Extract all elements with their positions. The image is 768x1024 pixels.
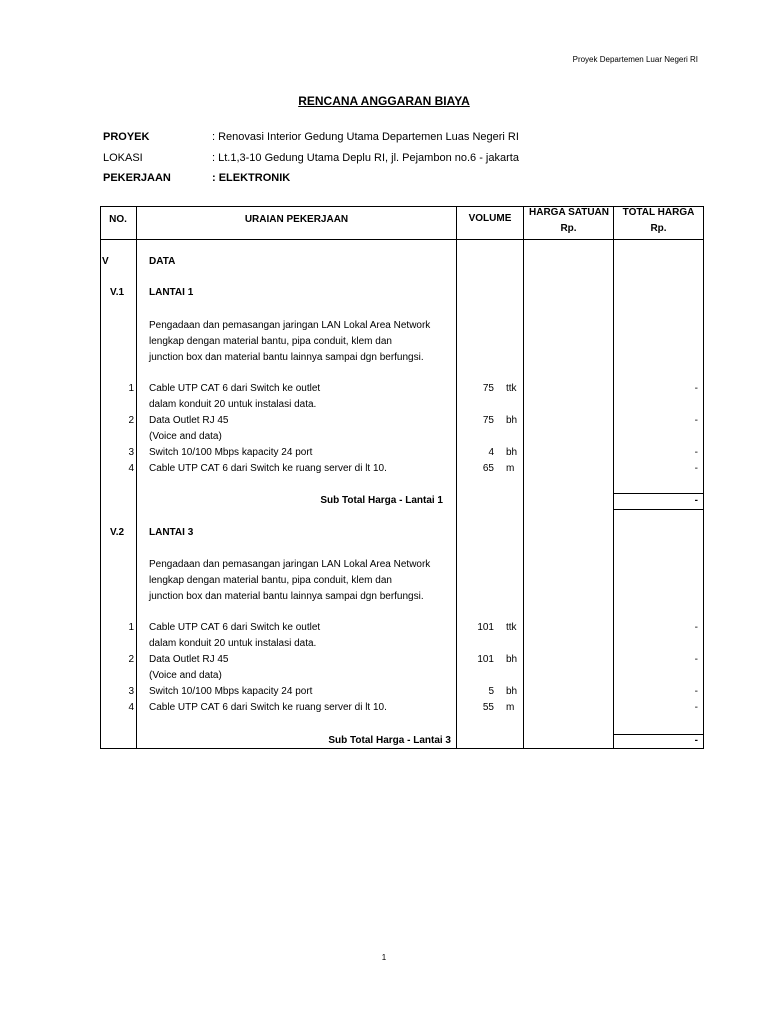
item-unit: bh [506, 654, 518, 665]
subsection-description-line: lengkap dengan material bantu, pipa conduit, klem dan [149, 336, 392, 347]
info-value-proyek: : Renovasi Interior Gedung Utama Departemen Luas Negeri RI [212, 131, 519, 143]
item-unit: m [506, 702, 515, 713]
item-volume: 101 [477, 622, 494, 633]
header-uraian: URAIAN PEKERJAAN [244, 214, 349, 225]
header-project-name: Proyek Departemen Luar Negeri RI [572, 55, 698, 64]
subtotal-value: - [694, 735, 698, 746]
subtotal-label: Sub Total Harga - Lantai 1 [320, 495, 443, 506]
column-divider-no [136, 206, 137, 749]
header-total-harga-unit: Rp. [650, 223, 667, 234]
item-description: Cable UTP CAT 6 dari Switch ke outlet [149, 383, 321, 394]
page-number: 1 [381, 953, 387, 962]
item-volume: 65 [482, 463, 494, 474]
item-description: Switch 10/100 Mbps kapacity 24 port [149, 686, 313, 697]
subsection-description-line: lengkap dengan material bantu, pipa conduit, klem dan [149, 575, 392, 586]
subsection-description-line: Pengadaan dan pemasangan jaringan LAN Lokal Area Network [149, 320, 431, 331]
column-divider-volume [523, 206, 524, 749]
item-unit: ttk [506, 622, 517, 633]
page-title: RENCANA ANGGARAN BIAYA [298, 94, 470, 108]
section-title: DATA [149, 256, 176, 267]
subtotal-box-top [613, 493, 703, 494]
item-number: 4 [128, 463, 134, 474]
subtotal-box-bottom [613, 509, 703, 510]
item-total: - [694, 447, 698, 458]
item-total: - [694, 702, 698, 713]
info-label-lokasi: LOKASI [103, 152, 143, 164]
item-unit: bh [506, 686, 518, 697]
item-unit: ttk [506, 383, 517, 394]
item-number: 1 [128, 622, 134, 633]
item-total: - [694, 463, 698, 474]
item-unit: m [506, 463, 515, 474]
table-left-border [100, 206, 101, 749]
item-volume: 101 [477, 654, 494, 665]
subsection-description-line: junction box dan material bantu lainnya sampai dgn berfungsi. [149, 352, 424, 363]
item-description-cont: (Voice and data) [149, 431, 222, 442]
item-number: 1 [128, 383, 134, 394]
header-no: NO. [109, 214, 127, 225]
subsection-number: V.1 [110, 287, 125, 298]
item-description: Cable UTP CAT 6 dari Switch ke ruang server di lt 10. [149, 702, 387, 713]
item-unit: bh [506, 415, 518, 426]
item-number: 2 [128, 415, 134, 426]
item-number: 3 [128, 447, 134, 458]
header-total-harga: TOTAL HARGA [622, 207, 695, 218]
item-total: - [694, 654, 698, 665]
info-value-pekerjaan: : ELEKTRONIK [212, 172, 291, 184]
item-unit: bh [506, 447, 518, 458]
item-description: Data Outlet RJ 45 [149, 654, 229, 665]
item-total: - [694, 415, 698, 426]
subsection-number: V.2 [110, 527, 125, 538]
table-right-border [703, 206, 704, 749]
item-volume: 5 [488, 686, 494, 697]
item-total: - [694, 383, 698, 394]
item-description-cont: (Voice and data) [149, 670, 222, 681]
item-volume: 75 [482, 383, 494, 394]
item-number: 2 [128, 654, 134, 665]
item-total: - [694, 622, 698, 633]
subtotal-label: Sub Total Harga - Lantai 3 [328, 735, 451, 746]
item-description: Cable UTP CAT 6 dari Switch ke ruang server di lt 10. [149, 463, 387, 474]
header-harga-satuan: HARGA SATUAN [529, 207, 609, 218]
info-label-pekerjaan: PEKERJAAN [103, 172, 171, 184]
item-volume: 55 [482, 702, 494, 713]
subsection-description-line: junction box dan material bantu lainnya sampai dgn berfungsi. [149, 591, 424, 602]
item-description: Cable UTP CAT 6 dari Switch ke outlet [149, 622, 321, 633]
subtotal-value: - [694, 495, 698, 506]
item-volume: 75 [482, 415, 494, 426]
item-number: 3 [128, 686, 134, 697]
section-number: V [102, 256, 109, 267]
item-total: - [694, 686, 698, 697]
item-description-cont: dalam konduit 20 untuk instalasi data. [149, 399, 317, 410]
info-value-lokasi: : Lt.1,3-10 Gedung Utama Deplu RI, jl. Pejambon no.6 - jakarta [212, 152, 519, 164]
column-divider-uraian [456, 206, 457, 749]
column-divider-harga-satuan [613, 206, 614, 749]
item-number: 4 [128, 702, 134, 713]
item-volume: 4 [488, 447, 494, 458]
item-description-cont: dalam konduit 20 untuk instalasi data. [149, 638, 317, 649]
subsection-title: LANTAI 1 [149, 287, 194, 298]
info-label-proyek: PROYEK [103, 131, 150, 143]
subsection-description-line: Pengadaan dan pemasangan jaringan LAN Lokal Area Network [149, 559, 431, 570]
header-harga-satuan-unit: Rp. [560, 223, 577, 234]
subsection-title: LANTAI 3 [149, 527, 194, 538]
header-volume: VOLUME [468, 213, 512, 224]
item-description: Switch 10/100 Mbps kapacity 24 port [149, 447, 313, 458]
item-description: Data Outlet RJ 45 [149, 415, 229, 426]
